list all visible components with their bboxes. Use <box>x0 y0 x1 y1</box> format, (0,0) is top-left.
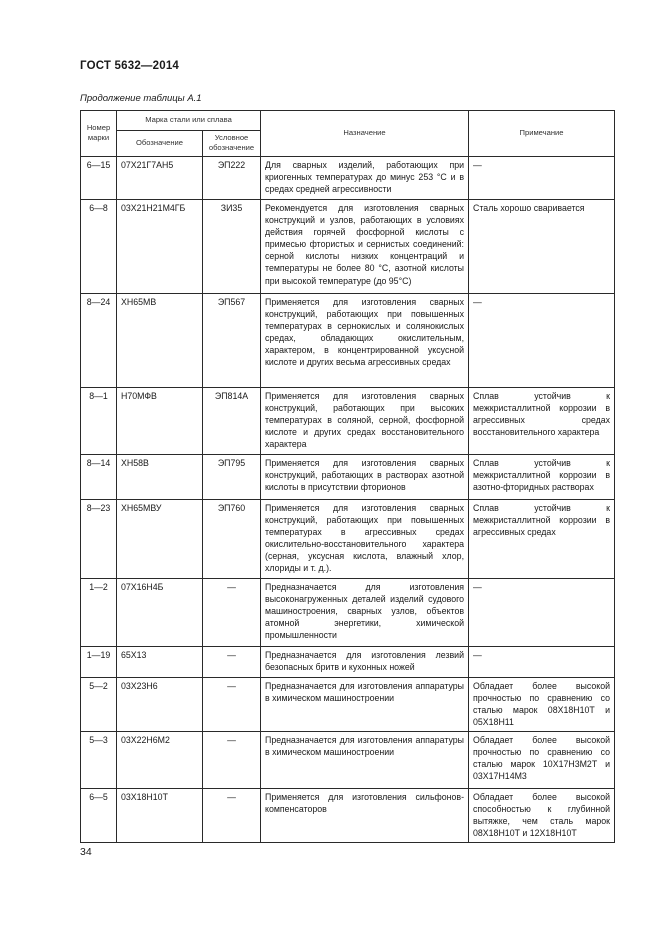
table-row <box>81 731 615 788</box>
cell-purpose: Применяется для изготовления сварных конструкций, работающих в растворах азотной кислоты в присутствии фторионов <box>261 455 469 500</box>
cell-grade-number: 6—5 <box>81 788 117 842</box>
table-body <box>81 157 615 843</box>
cell-conventional-designation: — <box>203 646 261 677</box>
cell-designation: Н70МФВ <box>117 388 203 455</box>
cell-designation: 03Х23Н6 <box>117 677 203 731</box>
cell-purpose: Применяется для изготовления сварных конструкций, работающих при высоких температурах в соляной, серной, фосфорной кислоте и других средах восстановительного характера <box>261 388 469 455</box>
cell-note: Обладает более высокой способностью к глубинной вытяжке, чем сталь марок 08Х18Н10Т и 12Х18Н10Т <box>469 788 615 842</box>
table-row <box>81 578 615 646</box>
header-purpose: Назначение <box>261 111 469 157</box>
cell-purpose: Применяется для изготовления сварных конструкций, работающих при повышенных температурах в агрессивных средах окислительно-восстановительного характера (серная, уксусная кислота, влажный хлор, хлориды и т. д.). <box>261 500 469 579</box>
cell-grade-number: 1—2 <box>81 578 117 646</box>
steel-grades-table <box>80 110 615 843</box>
cell-conventional-designation: ЗИ35 <box>203 200 261 294</box>
cell-note: — <box>469 157 615 200</box>
cell-grade-number: 6—8 <box>81 200 117 294</box>
cell-conventional-designation: — <box>203 578 261 646</box>
cell-designation: 03Х21Н21М4ГБ <box>117 200 203 294</box>
cell-designation: 07Х16Н4Б <box>117 578 203 646</box>
cell-conventional-designation: ЭП222 <box>203 157 261 200</box>
cell-conventional-designation: — <box>203 677 261 731</box>
table-row <box>81 388 615 455</box>
cell-grade-number: 5—3 <box>81 731 117 788</box>
table-row <box>81 646 615 677</box>
cell-designation: ХН65МВ <box>117 294 203 388</box>
table-row <box>81 788 615 842</box>
cell-grade-number: 8—23 <box>81 500 117 579</box>
cell-grade-number: 8—1 <box>81 388 117 455</box>
header-designation: Обозначение <box>117 131 203 157</box>
cell-purpose: Предназначается для изготовления высоконагруженных деталей изделий судового машиностроения, сварных узлов, объектов атомной энергетики, химической промышленности <box>261 578 469 646</box>
table-row <box>81 294 615 388</box>
cell-purpose: Предназначается для изготовления аппаратуры в химическом машиностроении <box>261 731 469 788</box>
cell-conventional-designation: ЭП760 <box>203 500 261 579</box>
cell-conventional-designation: — <box>203 731 261 788</box>
cell-note: — <box>469 294 615 388</box>
cell-purpose: Применяется для изготовления сильфонов-компенсаторов <box>261 788 469 842</box>
table-row <box>81 455 615 500</box>
cell-grade-number: 8—24 <box>81 294 117 388</box>
cell-designation: ХН58В <box>117 455 203 500</box>
header-steel-grade-group: Марка стали или сплава <box>117 111 261 131</box>
cell-note: — <box>469 578 615 646</box>
table-caption: Продолжение таблицы А.1 <box>80 93 202 104</box>
cell-note: Сплав устойчив к межкристаллитной коррозии в азотно-фторидных растворах <box>469 455 615 500</box>
cell-conventional-designation: — <box>203 788 261 842</box>
cell-grade-number: 1—19 <box>81 646 117 677</box>
cell-purpose: Применяется для изготовления сварных конструкций, работающих при повышенных температурах в сернокислых и солянокислых средах, обладающих окислительным, характером, в концентрированной уксусной кислоте и других весьма агрессивных средах <box>261 294 469 388</box>
cell-conventional-designation: ЭП814А <box>203 388 261 455</box>
cell-note: Обладает более высокой прочностью по сравнению со сталью марок 08Х18Н10Т и 05Х18Н11 <box>469 677 615 731</box>
table-row <box>81 677 615 731</box>
cell-note: Сталь хорошо сваривается <box>469 200 615 294</box>
cell-note: Сплав устойчив к межкристаллитной коррозии в агрессивных средах восстановительного характера <box>469 388 615 455</box>
cell-grade-number: 6—15 <box>81 157 117 200</box>
header-conventional-designation: Условное обозначение <box>203 131 261 157</box>
cell-note: — <box>469 646 615 677</box>
cell-conventional-designation: ЭП567 <box>203 294 261 388</box>
cell-grade-number: 8—14 <box>81 455 117 500</box>
header-note: Примечание <box>469 111 615 157</box>
cell-designation: 07Х21Г7АН5 <box>117 157 203 200</box>
cell-purpose: Предназначается для изготовления лезвий безопасных бритв и кухонных ножей <box>261 646 469 677</box>
cell-grade-number: 5—2 <box>81 677 117 731</box>
table-row <box>81 200 615 294</box>
cell-purpose: Рекомендуется для изготовления сварных конструкций и узлов, работающих в условиях действия горячей фосфорной кислоты с примесью фтористых и сернистых соединений: серной кислоты низких концентраций и температуры не более 80 °С, азотной кислоты при высокой температуре (до 95°С) <box>261 200 469 294</box>
cell-conventional-designation: ЭП795 <box>203 455 261 500</box>
cell-designation: 03Х22Н6М2 <box>117 731 203 788</box>
document-title: ГОСТ 5632—2014 <box>80 60 180 72</box>
table-row <box>81 500 615 579</box>
cell-designation: ХН65МВУ <box>117 500 203 579</box>
table-row <box>81 157 615 200</box>
cell-designation: 65Х13 <box>117 646 203 677</box>
cell-designation: 03Х18Н10Т <box>117 788 203 842</box>
cell-note: Сплав устойчив к межкристаллитной коррозии в агрессивных средах <box>469 500 615 579</box>
header-grade-number: Номер марки <box>81 111 117 157</box>
cell-purpose: Для сварных изделий, работающих при криогенных температурах до минус 253 °С и в средах средней агрессивности <box>261 157 469 200</box>
cell-note: Обладает более высокой прочностью по сравнению со сталью марок 10Х17Н3М2Т и 03Х17Н14М3 <box>469 731 615 788</box>
page-number: 34 <box>80 846 92 858</box>
cell-purpose: Предназначается для изготовления аппаратуры в химическом машиностроении <box>261 677 469 731</box>
